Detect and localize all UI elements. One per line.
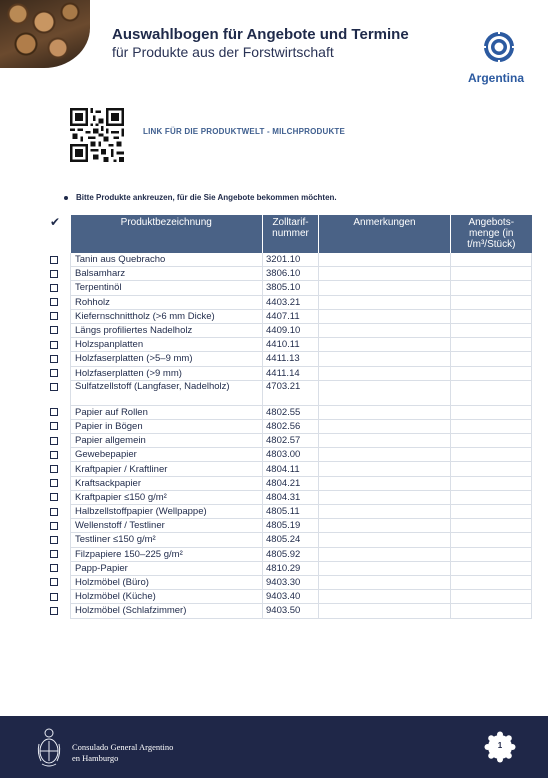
checkbox-icon[interactable]: [50, 578, 58, 586]
page-title: Auswahlbogen für Angebote und Termine: [112, 26, 409, 43]
product-table: [70, 215, 532, 619]
product-name: Halbzellstoffpapier (Wellpappe): [71, 505, 263, 519]
product-name: Kraftsackpapier: [71, 476, 263, 490]
tariff-code: 4403.21: [263, 295, 319, 309]
checkbox-icon[interactable]: [50, 341, 58, 349]
notes-cell[interactable]: [319, 575, 451, 589]
quantity-cell[interactable]: [451, 309, 532, 323]
notes-cell[interactable]: [319, 604, 451, 618]
checkbox-icon[interactable]: [50, 508, 58, 516]
table-row: [71, 323, 532, 337]
product-name: Testliner ≤150 g/m²: [71, 533, 263, 547]
checkbox-icon[interactable]: [50, 408, 58, 416]
notes-cell[interactable]: [319, 490, 451, 504]
quantity-cell[interactable]: [451, 547, 532, 561]
tariff-code: 4407.11: [263, 309, 319, 323]
table-row: [71, 267, 532, 281]
notes-cell[interactable]: [319, 323, 451, 337]
tariff-code: 9403.30: [263, 575, 319, 589]
notes-cell[interactable]: [319, 267, 451, 281]
tariff-code: 4409.10: [263, 323, 319, 337]
checkbox-icon[interactable]: [50, 256, 58, 264]
notes-cell[interactable]: [319, 476, 451, 490]
product-name: Wellenstoff / Testliner: [71, 519, 263, 533]
quantity-cell[interactable]: [451, 448, 532, 462]
table-row: [71, 505, 532, 519]
tariff-code: 4804.31: [263, 490, 319, 504]
product-name: Kraftpapier / Kraftliner: [71, 462, 263, 476]
checkbox-icon[interactable]: [50, 383, 58, 391]
tariff-code: 4805.24: [263, 533, 319, 547]
product-name: Kraftpapier ≤150 g/m²: [71, 490, 263, 504]
table-row: [71, 309, 532, 323]
product-name: Papier allgemein: [71, 434, 263, 448]
product-name: Holzfaserplatten (>9 mm): [71, 366, 263, 380]
tariff-code: 4802.56: [263, 419, 319, 433]
quantity-cell[interactable]: [451, 253, 532, 267]
checkbox-icon[interactable]: [50, 465, 58, 473]
checkbox-icon[interactable]: [50, 550, 58, 558]
notes-cell[interactable]: [319, 561, 451, 575]
tariff-code: 3201.10: [263, 253, 319, 267]
product-name: Papier auf Rollen: [71, 405, 263, 419]
quantity-cell[interactable]: [451, 366, 532, 380]
quantity-cell[interactable]: [451, 267, 532, 281]
checkmark-icon: ✔: [50, 215, 61, 229]
product-name: Tanin aus Quebracho: [71, 253, 263, 267]
qr-code-icon[interactable]: [70, 108, 124, 162]
checkbox-icon[interactable]: [50, 607, 58, 615]
product-name: Terpentinöl: [71, 281, 263, 295]
tariff-code: 4805.19: [263, 519, 319, 533]
notes-cell[interactable]: [319, 338, 451, 352]
checkbox-icon[interactable]: [50, 312, 58, 320]
page-number: 1: [497, 741, 503, 750]
table-row: [71, 448, 532, 462]
quantity-cell[interactable]: [451, 281, 532, 295]
tariff-code: 4411.13: [263, 352, 319, 366]
instruction: [64, 193, 337, 202]
product-name: Holzmöbel (Küche): [71, 590, 263, 604]
checkbox-icon[interactable]: [50, 369, 58, 377]
product-name: Längs profiliertes Nadelholz: [71, 323, 263, 337]
checkbox-icon[interactable]: [50, 326, 58, 334]
quantity-cell[interactable]: [451, 434, 532, 448]
quantity-cell[interactable]: [451, 505, 532, 519]
product-name: Gewebepapier: [71, 448, 263, 462]
notes-cell[interactable]: [319, 419, 451, 433]
tariff-code: 3805.10: [263, 281, 319, 295]
table-row: [71, 380, 532, 405]
checkbox-icon[interactable]: [50, 564, 58, 572]
notes-cell[interactable]: [319, 281, 451, 295]
checkbox-icon[interactable]: [50, 437, 58, 445]
table-row: [71, 533, 532, 547]
table-row: [71, 561, 532, 575]
notes-cell[interactable]: [319, 547, 451, 561]
consulate-name: [72, 742, 173, 764]
table-body: [71, 253, 532, 618]
checkbox-icon[interactable]: [50, 479, 58, 487]
table-row: [71, 490, 532, 504]
notes-cell[interactable]: [319, 380, 451, 405]
quantity-cell[interactable]: [451, 323, 532, 337]
product-name: Filzpapiere 150–225 g/m²: [71, 547, 263, 561]
page-subtitle: für Produkte aus der Forstwirtschaft: [112, 44, 334, 60]
table-row: [71, 338, 532, 352]
consulate-line-2: en Hamburgo: [72, 753, 119, 763]
tariff-code: 3806.10: [263, 267, 319, 281]
logs-photo: [0, 0, 90, 68]
table-row: [71, 575, 532, 589]
notes-cell[interactable]: [319, 434, 451, 448]
column-header: Produktbezeichnung: [71, 215, 263, 253]
bullet-icon: [64, 196, 68, 200]
table-row: [71, 253, 532, 267]
tariff-code: 4802.57: [263, 434, 319, 448]
product-name: Balsamharz: [71, 267, 263, 281]
notes-cell[interactable]: [319, 533, 451, 547]
coat-of-arms-icon: [36, 726, 62, 770]
table-row: [71, 281, 532, 295]
column-header: Zolltarif- nummer: [263, 215, 319, 253]
checkbox-icon[interactable]: [50, 593, 58, 601]
product-name: Holzspanplatten: [71, 338, 263, 352]
instruction-text: Bitte Produkte ankreuzen, für die Sie Angebote bekommen möchten.: [76, 193, 337, 202]
tariff-code: 4804.21: [263, 476, 319, 490]
table-row: [71, 434, 532, 448]
quantity-cell[interactable]: [451, 380, 532, 405]
notes-cell[interactable]: [319, 366, 451, 380]
table-row: [71, 476, 532, 490]
brand-label: Argentina: [468, 71, 525, 85]
checkbox-icon[interactable]: [50, 422, 58, 430]
quantity-cell[interactable]: [451, 476, 532, 490]
quantity-cell[interactable]: [451, 533, 532, 547]
consulate-line-1: Consulado General Argentino: [72, 742, 174, 752]
quantity-cell[interactable]: [451, 519, 532, 533]
quantity-cell[interactable]: [451, 462, 532, 476]
checkbox-icon[interactable]: [50, 270, 58, 278]
quantity-cell[interactable]: [451, 338, 532, 352]
quantity-cell[interactable]: [451, 352, 532, 366]
notes-cell[interactable]: [319, 448, 451, 462]
quantity-cell[interactable]: [451, 490, 532, 504]
table-header-row: [71, 215, 532, 253]
checkbox-icon[interactable]: [50, 355, 58, 363]
tariff-code: 9403.40: [263, 590, 319, 604]
product-name: Kiefernschnittholz (>6 mm Dicke): [71, 309, 263, 323]
product-name: Holzfaserplatten (>5–9 mm): [71, 352, 263, 366]
tariff-code: 4810.29: [263, 561, 319, 575]
notes-cell[interactable]: [319, 405, 451, 419]
notes-cell[interactable]: [319, 505, 451, 519]
product-name: Papp-Papier: [71, 561, 263, 575]
table-row: [71, 366, 532, 380]
tariff-code: 9403.50: [263, 604, 319, 618]
tariff-code: 4805.11: [263, 505, 319, 519]
sun-emblem-icon: [482, 30, 516, 64]
table-row: [71, 295, 532, 309]
table-row: [71, 405, 532, 419]
table-row: [71, 352, 532, 366]
quantity-cell[interactable]: [451, 561, 532, 575]
checkbox-icon[interactable]: [50, 298, 58, 306]
quantity-cell[interactable]: [451, 590, 532, 604]
notes-cell[interactable]: [319, 253, 451, 267]
notes-cell[interactable]: [319, 352, 451, 366]
checkbox-icon[interactable]: [50, 284, 58, 292]
table-row: [71, 547, 532, 561]
notes-cell[interactable]: [319, 295, 451, 309]
tariff-code: 4804.11: [263, 462, 319, 476]
checkbox-icon[interactable]: [50, 451, 58, 459]
tariff-code: 4410.11: [263, 338, 319, 352]
quantity-cell[interactable]: [451, 604, 532, 618]
tariff-code: 4703.21: [263, 380, 319, 405]
column-header: Angebots- menge (in t/m³/Stück): [451, 215, 532, 253]
table-row: [71, 590, 532, 604]
tariff-code: 4411.14: [263, 366, 319, 380]
table-row: [71, 604, 532, 618]
tariff-code: 4803.00: [263, 448, 319, 462]
quantity-cell[interactable]: [451, 419, 532, 433]
product-name: Papier in Bögen: [71, 419, 263, 433]
quantity-cell[interactable]: [451, 405, 532, 419]
product-name: Holzmöbel (Schlafzimmer): [71, 604, 263, 618]
quantity-cell[interactable]: [451, 295, 532, 309]
checkbox-icon[interactable]: [50, 493, 58, 501]
table-row: [71, 519, 532, 533]
product-name: Rohholz: [71, 295, 263, 309]
checkbox-icon[interactable]: [50, 536, 58, 544]
product-link[interactable]: LINK FÜR DIE PRODUKTWELT - MILCHPRODUKTE: [143, 127, 346, 136]
column-header: Anmerkungen: [319, 215, 451, 253]
table-row: [71, 419, 532, 433]
product-name: Holzmöbel (Büro): [71, 575, 263, 589]
notes-cell[interactable]: [319, 462, 451, 476]
table-row: [71, 462, 532, 476]
product-name: Sulfatzellstoff (Langfaser, Nadelholz): [71, 380, 263, 405]
tariff-code: 4805.92: [263, 547, 319, 561]
notes-cell[interactable]: [319, 590, 451, 604]
checkbox-icon[interactable]: [50, 522, 58, 530]
notes-cell[interactable]: [319, 309, 451, 323]
tariff-code: 4802.55: [263, 405, 319, 419]
quantity-cell[interactable]: [451, 575, 532, 589]
notes-cell[interactable]: [319, 519, 451, 533]
